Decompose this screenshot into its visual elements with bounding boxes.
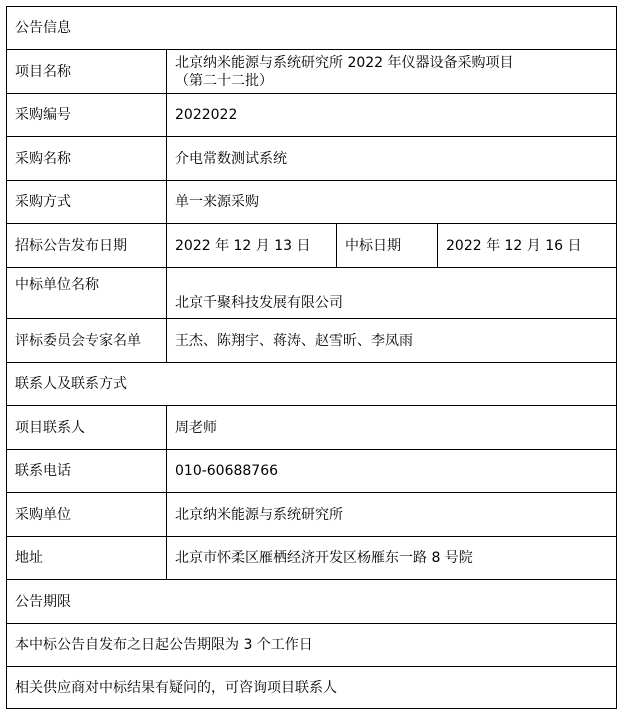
section-contact <box>7 363 617 406</box>
phone-value: 010-60688766 <box>167 450 617 493</box>
publish-date-value: 2022 年 12 月 13 日 <box>167 224 337 268</box>
project-contact-value: 周老师 <box>167 406 617 450</box>
row-dates <box>7 224 617 268</box>
publish-date-label: 招标公告发布日期 <box>7 224 167 268</box>
project-name-line2: （第二十二批） <box>175 72 273 89</box>
project-name-line1: 北京纳米能源与系统研究所 2022 年仪器设备采购项目 <box>175 54 514 71</box>
purchase-method-label: 采购方式 <box>7 181 167 224</box>
row-phone <box>7 450 617 493</box>
row-purchase-name <box>7 137 617 181</box>
section-notice-info <box>7 7 617 50</box>
award-notice-table <box>6 6 617 709</box>
purchase-name-label: 采购名称 <box>7 137 167 181</box>
row-project-contact <box>7 406 617 450</box>
project-name-label: 项目名称 <box>7 50 167 94</box>
period-text-1: 本中标公告自发布之日起公告期限为 3 个工作日 <box>7 624 617 667</box>
purchase-no-label: 采购编号 <box>7 94 167 137</box>
award-date-value: 2022 年 12 月 16 日 <box>438 224 617 268</box>
row-experts <box>7 319 617 363</box>
row-purchaser <box>7 493 617 537</box>
experts-value: 王杰、陈翔宇、蒋涛、赵雪昕、李凤雨 <box>167 319 617 363</box>
row-winner <box>7 268 617 319</box>
winner-value: 北京千聚科技发展有限公司 <box>167 268 617 319</box>
project-contact-label: 项目联系人 <box>7 406 167 450</box>
section-period <box>7 580 617 624</box>
purchaser-label: 采购单位 <box>7 493 167 537</box>
row-address <box>7 537 617 580</box>
row-period-line2 <box>7 667 617 709</box>
award-date-label: 中标日期 <box>337 224 438 268</box>
row-project-name <box>7 50 617 94</box>
row-period-line1 <box>7 624 617 667</box>
address-label: 地址 <box>7 537 167 580</box>
address-value: 北京市怀柔区雁栖经济开发区杨雁东一路 8 号院 <box>167 537 617 580</box>
purchase-name-value: 介电常数测试系统 <box>167 137 617 181</box>
period-text-2: 相关供应商对中标结果有疑问的，可咨询项目联系人 <box>7 667 617 709</box>
purchase-no-value: 2022022 <box>167 94 617 137</box>
row-purchase-no <box>7 94 617 137</box>
section-title-contact: 联系人及联系方式 <box>7 363 617 406</box>
purchaser-value: 北京纳米能源与系统研究所 <box>167 493 617 537</box>
section-title-notice-info: 公告信息 <box>7 7 617 50</box>
phone-label: 联系电话 <box>7 450 167 493</box>
experts-label: 评标委员会专家名单 <box>7 319 167 363</box>
section-title-period: 公告期限 <box>7 580 617 624</box>
purchase-method-value: 单一来源采购 <box>167 181 617 224</box>
winner-label: 中标单位名称 <box>7 268 167 319</box>
row-purchase-method <box>7 181 617 224</box>
project-name-value <box>167 50 617 94</box>
